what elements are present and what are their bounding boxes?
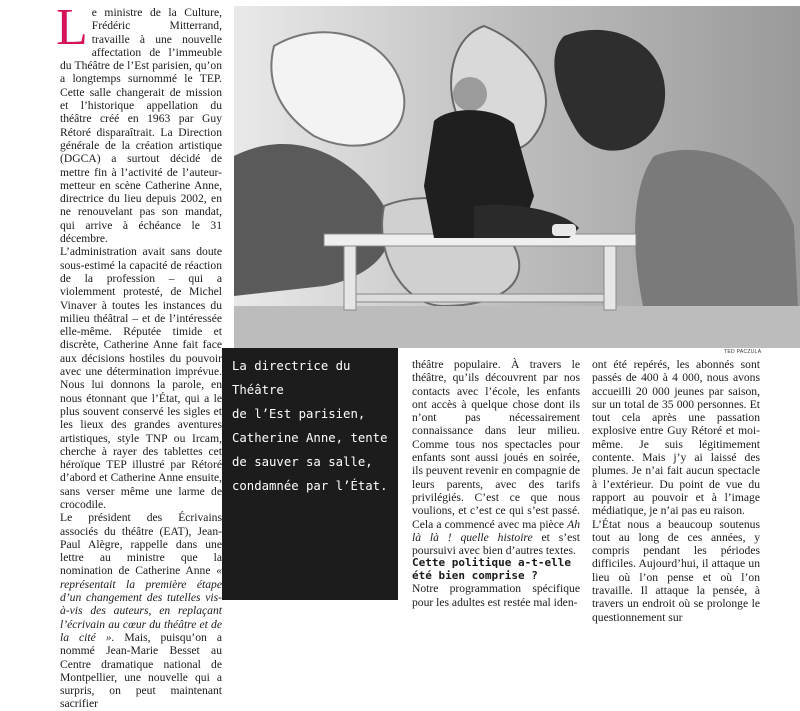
paragraph-text: théâtre populaire. À travers le théâtre, qu’ils découvrent par nos contacts avec l’école, les enfants ont accès à quelque chose dont ils n’ont pas nécessairement connaissance dans leur milieu. Comme tous nos spectacles pour enfants sont aussi joués en soirée, ils peuvent revenir en compagnie de leurs parents, avec des tarifs privilégiés. C’est ce que nous voulions, et c’est ce qui s’est passé. Cela a commencé avec ma pièce <box>412 358 580 531</box>
article-photo <box>234 6 800 348</box>
photo-illustration <box>234 6 800 348</box>
article-column-3 <box>592 358 760 624</box>
paragraph: L’État nous a beaucoup soutenus tout au long de ces années, y compris pendant les périodes difficiles. Aujourd’hui, il attaque un lieu où l’on pense et où l’on travaille. Il attaque la pensée, à travers un endroit où se prolonge le questionnement sur <box>592 517 760 624</box>
paragraph <box>60 511 222 710</box>
paragraph-text: Mais, puisqu’on a nommé Jean-Marie Besset au Centre dramatique national de Montpellier, une nouvelle qui a surpris, on peut maintenant sacrifier <box>60 630 222 711</box>
photo-caption <box>222 348 398 600</box>
quote-text: « représentait la première étape d’un changement des tutelles vis-à-vis des auteurs, en replaçant l’écrivain au cœur du théâtre et de la cité ». <box>60 564 222 644</box>
caption-line: La directrice du Théâtre <box>232 359 351 397</box>
paragraph: ont été repérés, les abonnés sont passés de 400 à 4 000, nous avons accueilli 20 000 jeunes par saison, sur un total de 35 000 personnes. Et tout cela après une passation explosive entre Guy Rétoré et moi-même. Je suis légitimement contente. Mais j’y ai laissé des plumes. Je n’ai fait aucun spectacle à l’extérieur. Du point de vue du rapport au pouvoir et à l’image médiatique, je n’ai pas eu raison. <box>592 358 760 518</box>
article-column-2 <box>412 358 580 609</box>
paragraph-text: Le président des Écrivains associés du théâtre (EAT), Jean-Paul Alègre, rappelle dans une lettre au ministre que la nomination de Catherine Anne <box>60 511 222 578</box>
paragraph <box>412 358 580 557</box>
intro-paragraph <box>56 0 222 246</box>
photo-credit: TED PACZULA <box>724 349 762 355</box>
paragraph-text: et s’est poursuivi avec bien d’autres textes. <box>412 530 580 558</box>
paragraph: Notre programmation spécifique pour les adultes est restée mal iden- <box>412 582 580 609</box>
caption-line: condamnée par l’État. <box>232 479 388 493</box>
interview-question: Cette politique a-t-elle été bien comprise ? <box>412 556 571 582</box>
drop-cap: L <box>56 0 88 56</box>
caption-text <box>222 348 398 498</box>
caption-line: de l’Est parisien, <box>232 407 366 421</box>
caption-line: Catherine Anne, tente <box>232 431 388 445</box>
caption-line: de sauver sa salle, <box>232 455 373 469</box>
paragraph-text: e ministre de la Culture, Frédéric Mitterrand, travaille à une nouvelle affectation de l’immeuble du Théâtre de l’Est parisien, qu’on a longtemps surnommé le TEP. Cette salle changerait de mission et l’historique appellation du théâtre créé en 1963 par Guy Rétoré disparaîtrait. La Direction générale de la création artistique (DGCA) a surtout décidé de mettre fin à l’activité de l’auteur-metteur en scène Catherine Anne, directrice du lieu depuis 2002, en ne renouvelant pas son mandat, qui arrive à échéance le 31 décembre. <box>60 6 222 246</box>
work-title: Ah là là ! quelle histoire <box>412 517 580 544</box>
paragraph: L’administration avait sans doute sous-estimé la capacité de réaction de la profession – qui a violemment protesté, de Michel Vinaver à toutes les instances du milieu théâtral – et de l’intéressée elle-même. Réputée timide et discrète, Catherine Anne fait face aux décisions hostiles du pouvoir avec une détermination imprévue. Nous lui donnons la parole, en nous étonnant que l’État, qui a le plus souvent conservé les sigles et les lieux des grandes aventures artistiques, style TNP ou Ircam, cherche à rayer des tablettes cet héroïque TEP illustré par Rétoré d’abord et Catherine Anne ensuite, sans verser même une larme de crocodile. <box>60 245 222 511</box>
article-column-1 <box>56 0 222 711</box>
